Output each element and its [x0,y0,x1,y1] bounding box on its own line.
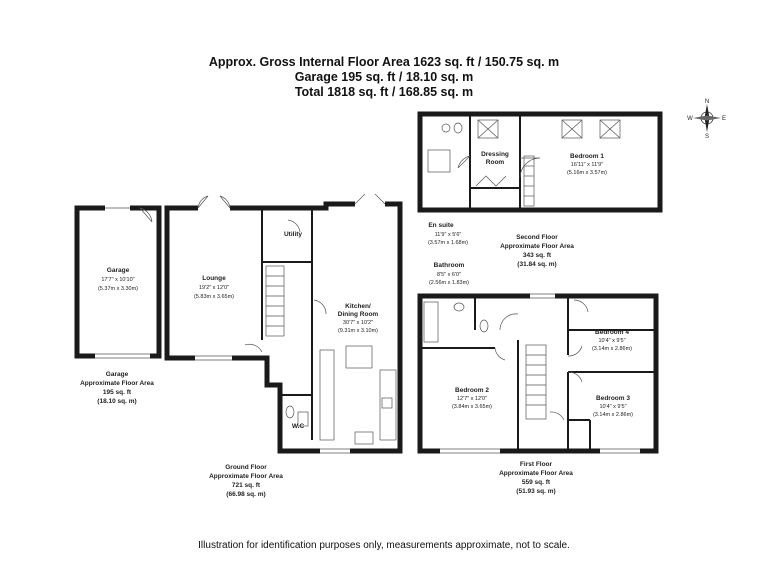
lounge-room-dim-imperial: 19'2" x 12'0" [198,285,230,291]
bedroom2-room-dim-metric: (3.84m x 3.65m) [451,404,493,410]
bedroom4-room-dim-metric: (3.14m x 2.86m) [591,346,633,352]
ground-stairs [266,266,284,336]
ground-floor-sqft: 721 sq. ft [231,482,261,489]
garage-floor-sqm: (18.10 sq. m) [97,398,137,405]
bedroom3-room-dim-metric: (3.14m x 2.86m) [592,412,634,418]
garage-area-label [80,371,154,405]
second-floor-subtitle: Approximate Floor Area [500,243,574,250]
second-floor-title: Second Floor [516,234,558,241]
gross-floor-area-title: Approx. Gross Internal Floor Area 1623 sq. ft / 150.75 sq. m [208,55,560,69]
bathroom-room-dim-metric: (2.56m x 1.83m) [428,280,470,286]
ground-floor-area-label [209,464,283,498]
first-stairs [526,345,546,419]
first-floor-plan [420,294,656,453]
total-area-title: Total 1818 sq. ft / 168.85 sq. m [294,85,474,99]
bedroom3-room-name: Bedroom 3 [596,395,630,402]
disclaimer-footer: Illustration for identification purposes only, measurements approximate, not to scale. [198,540,570,551]
first-floor-title: First Floor [519,461,553,468]
bedroom2-room-dim-imperial: 12'7" x 12'0" [456,396,488,402]
first-floor-sqft: 559 sq. ft [521,479,551,486]
compass-east: E [721,116,727,122]
garage-room-name: Garage [106,267,130,274]
compass-icon [687,99,726,140]
second-floor-sqft: 343 sq. ft [522,252,552,259]
ground-floor-title: Ground Floor [225,464,267,471]
bedroom1-room-name: Bedroom 1 [570,153,604,160]
second-floor-area-label [500,234,574,268]
lounge-room-dim-metric: (5.83m x 3.65m) [193,294,235,300]
dressing-room-name-1: Dressing [481,151,509,158]
first-floor-area-label [499,461,573,495]
ensuite-room-name: En suite [428,222,454,229]
garage-floor-subtitle: Approximate Floor Area [80,380,154,387]
second-floor-plan [420,114,660,210]
garage-floor-title: Garage [105,371,129,378]
bedroom2-room-name: Bedroom 2 [455,387,489,394]
bedroom4-room-dim-imperial: 10'4" x 9'5" [598,338,626,344]
dressing-room-name-2: Room [485,159,505,166]
bedroom4-room-name: Bedroom 4 [595,329,629,336]
first-floor-sqm: (51.93 sq. m) [516,488,556,495]
second-floor-sqm: (31.84 sq. m) [517,261,557,268]
first-floor-subtitle: Approximate Floor Area [499,470,573,477]
kitchen-room-dim-metric: (9.31m x 3.10m) [337,328,379,334]
bedroom1-room-dim-imperial: 16'11" x 11'9" [570,162,604,168]
garage-floor-sqft: 195 sq. ft [102,389,132,396]
kitchen-room-name-2: Dining Room [337,311,379,318]
bedroom1-room-dim-metric: (5.16m x 3.57m) [566,170,608,176]
lounge-room-name: Lounge [202,275,226,282]
garage-area-title: Garage 195 sq. ft / 18.10 sq. m [294,70,474,84]
garage-room-dim-metric: (5.37m x 3.30m) [97,286,139,292]
ensuite-room-dim-metric: (3.57m x 1.68m) [427,240,469,246]
bathroom-room-dim-imperial: 8'5" x 6'0" [436,272,462,278]
kitchen-room-name-1: Kitchen/ [345,303,371,310]
kitchen-room-dim-imperial: 30'7" x 10'2" [342,320,374,326]
ensuite-room-dim-imperial: 11'9" x 5'6" [434,232,462,238]
ground-floor-subtitle: Approximate Floor Area [209,473,283,480]
compass-south: S [704,134,710,140]
compass-north: N [704,99,710,105]
ground-floor-sqm: (66.98 sq. m) [226,491,266,498]
wc-room-name: W.C [291,423,305,430]
compass-west: W [687,116,693,122]
ground-floor-plan [167,194,400,453]
bedroom3-room-dim-imperial: 10'4" x 9'5" [599,404,627,410]
bathroom-room-name: Bathroom [433,262,465,269]
garage-room-dim-imperial: 17'7" x 10'10" [101,277,135,283]
utility-room-name: Utility [283,231,303,238]
garage-plan [77,208,159,358]
